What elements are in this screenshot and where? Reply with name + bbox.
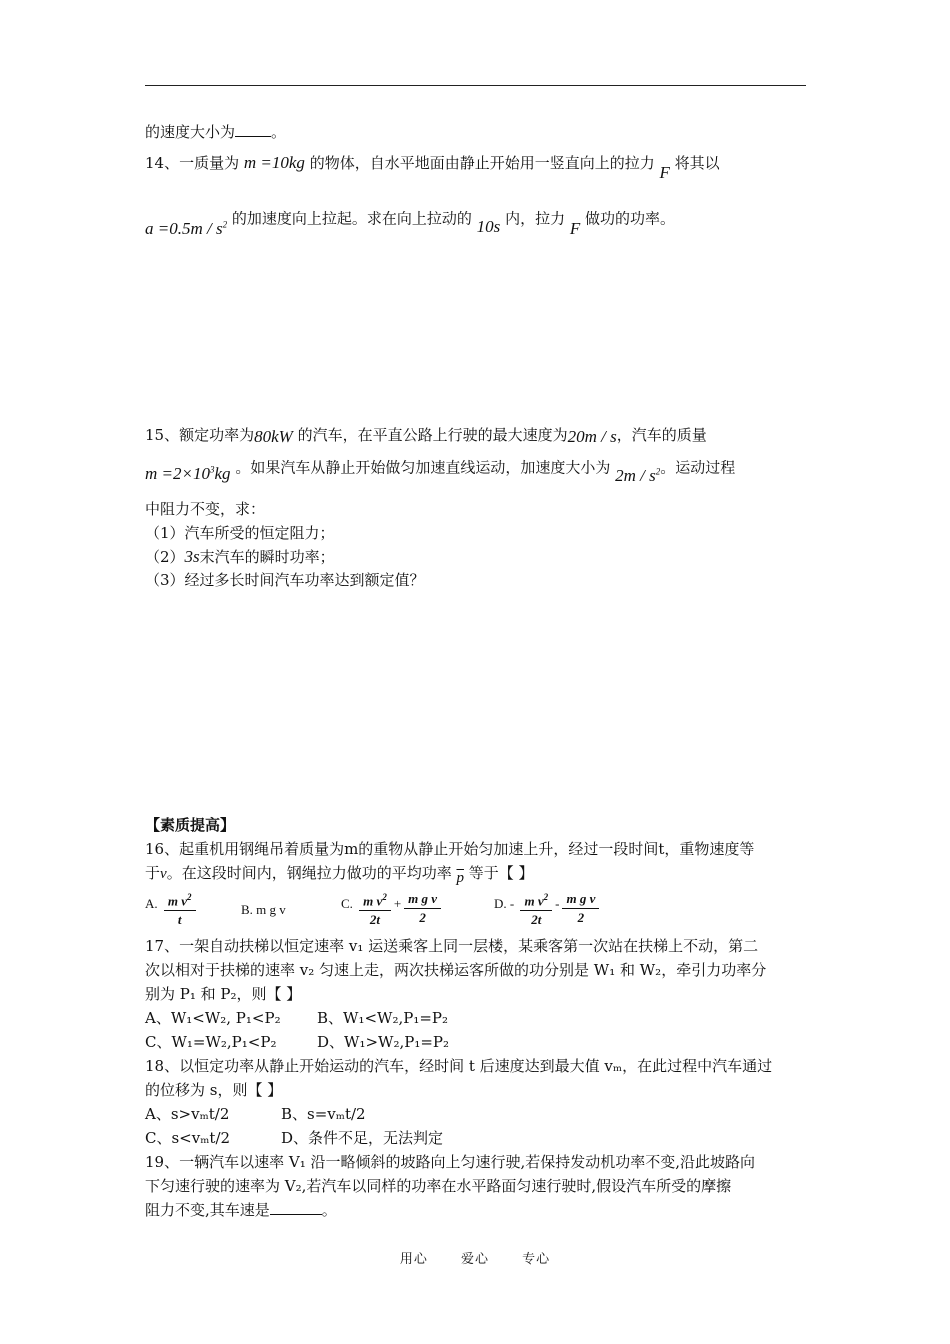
q15-sub2-label: （2）	[145, 548, 185, 566]
q18-line1: 18、以恒定功率从静止开始运动的汽车，经时间 t 后速度达到最大值 vₘ，在此过程中汽车通过	[145, 1057, 773, 1075]
q14-mass: m =10kg	[243, 153, 305, 172]
q14-text-f: 做功的功率。	[585, 209, 676, 228]
q18-option-b: B、s=vₘt/2	[281, 1105, 366, 1123]
q13-blank	[235, 122, 271, 137]
q16-line1: 16、起重机用钢绳吊着质量为m的重物从静止开始匀加速上升，经过一段时间t，重物速度等	[145, 840, 755, 858]
q15-line2	[145, 452, 736, 485]
q16-text-b: 。在这段时间内，钢绳拉力做功的平均功率	[166, 864, 452, 882]
q15-mass-exp: 3	[209, 464, 215, 474]
q16-text-c: 等于【 】	[468, 864, 534, 882]
q15-mass	[145, 464, 231, 483]
q19-end: 。	[321, 1201, 337, 1219]
q16-option-b: B. m g v	[241, 902, 286, 917]
q13-text: 的速度大小为	[145, 123, 236, 141]
q15-text-c: ，汽车的质量	[616, 426, 707, 444]
q16-d-num1	[520, 888, 552, 911]
q15-accel	[615, 466, 660, 485]
q15-text-b: 的汽车，在平直公路上行驶的最大速度为	[297, 426, 568, 444]
q14-text-e: 内，拉力	[505, 209, 566, 228]
q13-tail	[145, 121, 286, 143]
footer-item-2: 爱心	[460, 1252, 489, 1267]
q16-option-a-frac	[164, 888, 196, 929]
q16-text-a: 于	[145, 864, 161, 882]
q18-option-c: C、s<vₘt/2	[145, 1129, 231, 1147]
q16-c-num1	[359, 888, 391, 911]
q18-option-d: D、条件不足，无法判定	[281, 1129, 444, 1147]
q15-line3: 中阻力不变，求：	[145, 500, 266, 518]
q19-line2: 下匀速行驶的速率为 V₂,若汽车以同样的功率在水平路面匀速行驶时,假设汽车所受的摩擦	[145, 1177, 732, 1195]
q16-option-c-frac1	[359, 888, 391, 929]
page-footer	[0, 1248, 950, 1267]
section-heading: 【素质提高】	[145, 816, 236, 834]
q15-text-e: 。运动过程	[660, 458, 736, 477]
q14-accel-text: a =0.5m / s	[145, 218, 223, 238]
q18-line2: 的位移为 s，则【 】	[145, 1081, 283, 1099]
q16-option-c-frac2	[404, 890, 441, 927]
q17-option-d: D、W₁>W₂,P₁=P₂	[317, 1033, 450, 1051]
q16-d-den2: 2	[577, 910, 585, 926]
q16-a-num-text: m v	[167, 893, 188, 909]
q16-option-d-frac2	[562, 890, 599, 927]
q16-c-num2: m g v	[404, 890, 441, 909]
q16-c-den1: 2t	[369, 912, 381, 928]
q16-c-num1-text: m v	[363, 893, 383, 909]
q16-v: v	[160, 866, 167, 882]
q15-sub2	[145, 546, 335, 568]
q14-text-d: 的加速度向上拉起。求在向上拉动的	[231, 209, 472, 228]
q15-velocity: 20m / s	[567, 427, 617, 446]
q16-c-sup: 2	[382, 892, 387, 902]
footer-item-3: 专心	[522, 1252, 551, 1267]
q16-option-a-num	[164, 888, 196, 911]
q16-option-c	[341, 888, 444, 929]
q16-avg-power: $\overline{p}$	[456, 870, 464, 886]
q16-d-sup: 2	[543, 892, 549, 902]
q15-text-d: 。如果汽车从静止开始做匀加速直线运动，加速度大小为	[235, 458, 611, 477]
header-rule	[145, 85, 806, 86]
q15-sub3: （3）经过多长时间汽车功率达到额定值？	[145, 571, 425, 589]
q17-option-a: A、W₁<W₂, P₁<P₂	[145, 1009, 281, 1027]
q14-time: 10s	[476, 216, 501, 236]
q16-a-sup: 2	[187, 892, 192, 902]
q17-option-b: B、W₁<W₂,P₁=P₂	[317, 1009, 449, 1027]
q16-option-d	[494, 888, 602, 929]
footer-item-1: 用心	[399, 1252, 428, 1267]
q14-force: F	[659, 163, 670, 182]
q16-option-a-den: t	[177, 912, 182, 928]
q15-sub2-text: 末汽车的瞬时功率；	[199, 548, 335, 566]
q16-option-a-label: A.	[145, 895, 158, 911]
q14-line1	[145, 152, 720, 182]
q16-c-plus: +	[393, 895, 402, 911]
q17-line3: 别为 P₁ 和 P₂，则【 】	[145, 985, 302, 1003]
q16-d-num1-text: m v	[524, 893, 544, 909]
q15-sub2-time: 3s	[184, 547, 200, 566]
q19-blank	[270, 1200, 322, 1215]
q13-end: 。	[271, 123, 287, 141]
q17-line1: 17、一架自动扶梯以恒定速率 v₁ 运送乘客上同一层楼，某乘客第一次站在扶梯上不动，第二	[145, 937, 759, 955]
q16-d-num2: m g v	[562, 890, 599, 909]
q15-line1	[145, 424, 707, 446]
q14-text-b: 的物体，自水平地面由静止开始用一竖直向上的拉力	[309, 154, 655, 172]
q16-option-c-label: C.	[341, 895, 353, 911]
q17-line2: 次以相对于扶梯的速率 v₂ 匀速上走，两次扶梯运客所做的功分别是 W₁ 和 W₂，牵引力功率分	[145, 961, 767, 979]
q14-text-a: 14、一质量为	[145, 154, 240, 172]
q16-d-minus: -	[555, 895, 560, 911]
q16-option-a	[145, 888, 199, 929]
q15-accel-text: 2m / s	[615, 465, 656, 485]
q15-mass-text: m =2×10	[145, 463, 210, 483]
q17-option-c: C、W₁=W₂,P₁<P₂	[145, 1033, 277, 1051]
q16-option-d-frac1	[520, 888, 552, 929]
q19-text: 阻力不变,其车速是	[145, 1201, 270, 1219]
q14-text-c: 将其以	[674, 154, 720, 172]
q14-line2	[145, 203, 676, 238]
q19-line3	[145, 1199, 337, 1221]
q15-sub1: （1）汽车所受的恒定阻力；	[145, 524, 335, 542]
q14-accel	[145, 219, 227, 238]
q16-line2	[145, 862, 534, 885]
q15-mass-unit: kg	[214, 463, 231, 483]
q14-accel-sup: 2	[222, 219, 228, 229]
q14-force2: F	[569, 218, 581, 238]
q16-c-den2: 2	[419, 910, 426, 926]
q16-option-d-label: D. -	[494, 895, 515, 911]
q15-text-a: 15、额定功率为	[145, 426, 255, 444]
q19-line1: 19、一辆汽车以速率 V₁ 沿一略倾斜的坡路向上匀速行驶,若保持发动机功率不变,沿此坡路向	[145, 1153, 756, 1171]
q15-accel-sup: 2	[655, 466, 661, 476]
q18-option-a: A、s>vₘt/2	[145, 1105, 230, 1123]
q16-d-den1: 2t	[531, 912, 542, 928]
q15-power: 80kW	[254, 427, 293, 446]
